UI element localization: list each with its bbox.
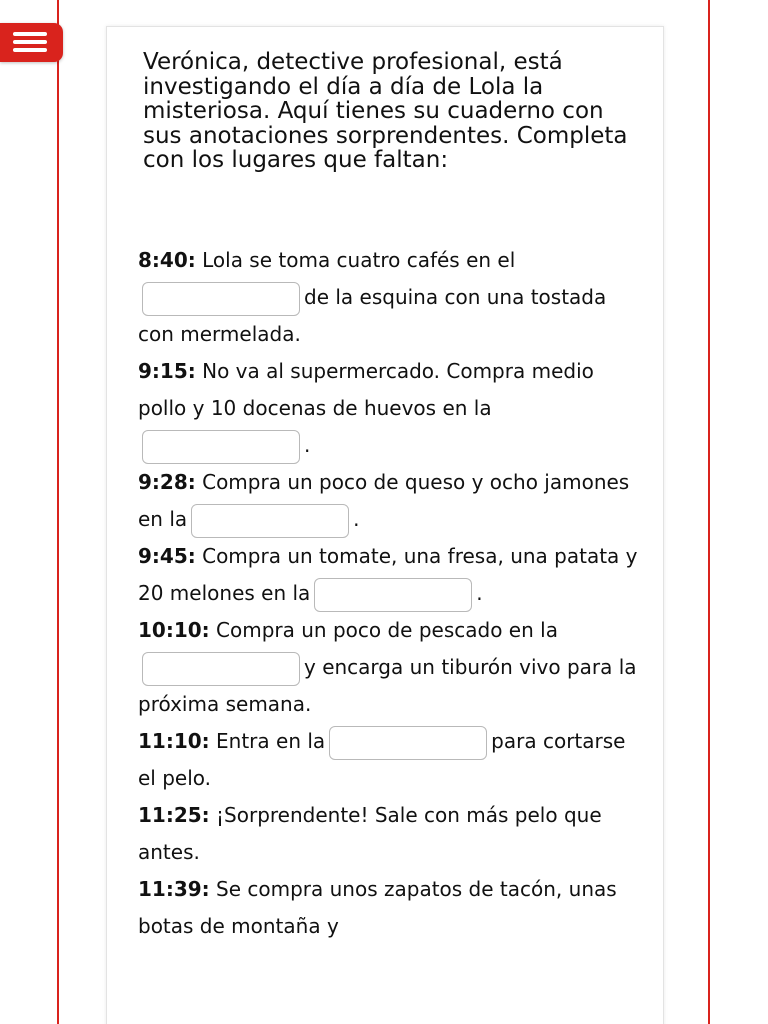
entry-time: 11:25:	[138, 803, 210, 827]
entry-text-before: Compra un tomate, una fresa, una patata y 20 melones en la	[138, 544, 638, 605]
entry-text-before: Entra en la	[209, 729, 326, 753]
entry-time: 11:39:	[138, 877, 210, 901]
entry-text-before: Lola se toma cuatro cafés en el	[195, 248, 516, 272]
entry-1125	[138, 797, 638, 871]
entry-time: 9:15:	[138, 359, 196, 383]
answer-input-0915[interactable]	[142, 430, 300, 464]
entry-text-after: .	[353, 507, 360, 531]
entry-time: 10:10:	[138, 618, 210, 642]
hamburger-menu-icon-bar	[13, 40, 47, 44]
hamburger-menu-icon-bar	[13, 48, 47, 52]
entry-text-after: para cortarse el pelo.	[138, 729, 626, 790]
entry-text-after: .	[476, 581, 483, 605]
entry-0915	[138, 353, 638, 464]
entry-0945	[138, 538, 638, 612]
entry-time: 9:45:	[138, 544, 196, 568]
right-red-rail	[708, 0, 710, 1024]
notebook-entries	[138, 242, 638, 945]
entry-time: 11:10:	[138, 729, 210, 753]
answer-input-0840[interactable]	[142, 282, 300, 316]
entry-text-before: Compra un poco de queso y ocho jamones en la	[138, 470, 630, 531]
answer-input-0928[interactable]	[191, 504, 349, 538]
entry-1110	[138, 723, 638, 797]
entry-text: Se compra unos zapatos de tacón, unas botas de montaña y	[138, 877, 617, 938]
hamburger-menu-icon	[13, 32, 47, 36]
entry-text-before: No va al supermercado. Compra medio pollo y 10 docenas de huevos en la	[138, 359, 594, 420]
entry-1010	[138, 612, 638, 723]
left-red-rail	[57, 0, 59, 1024]
answer-input-0945[interactable]	[314, 578, 472, 612]
entry-text-before: Compra un poco de pescado en la	[209, 618, 558, 642]
exercise-instructions: Verónica, detective profesional, está investigando el día a día de Lola la misteriosa. Aquí tienes su cuaderno con sus anotaciones sorprendentes. Completa con los lugares que faltan:	[143, 49, 628, 173]
entry-0928	[138, 464, 638, 538]
entry-time: 9:28:	[138, 470, 196, 494]
entry-text: ¡Sorprendente! Sale con más pelo que antes.	[138, 803, 602, 864]
entry-text-after: de la esquina con una tostada con mermelada.	[138, 285, 607, 346]
entry-text-after: .	[304, 433, 311, 457]
entry-text-after: y encarga un tiburón vivo para la próxima semana.	[138, 655, 637, 716]
menu-button[interactable]	[0, 23, 63, 62]
entry-time: 8:40:	[138, 248, 196, 272]
entry-1139	[138, 871, 638, 945]
answer-input-1010[interactable]	[142, 652, 300, 686]
entry-0840	[138, 242, 638, 353]
answer-input-1110[interactable]	[329, 726, 487, 760]
